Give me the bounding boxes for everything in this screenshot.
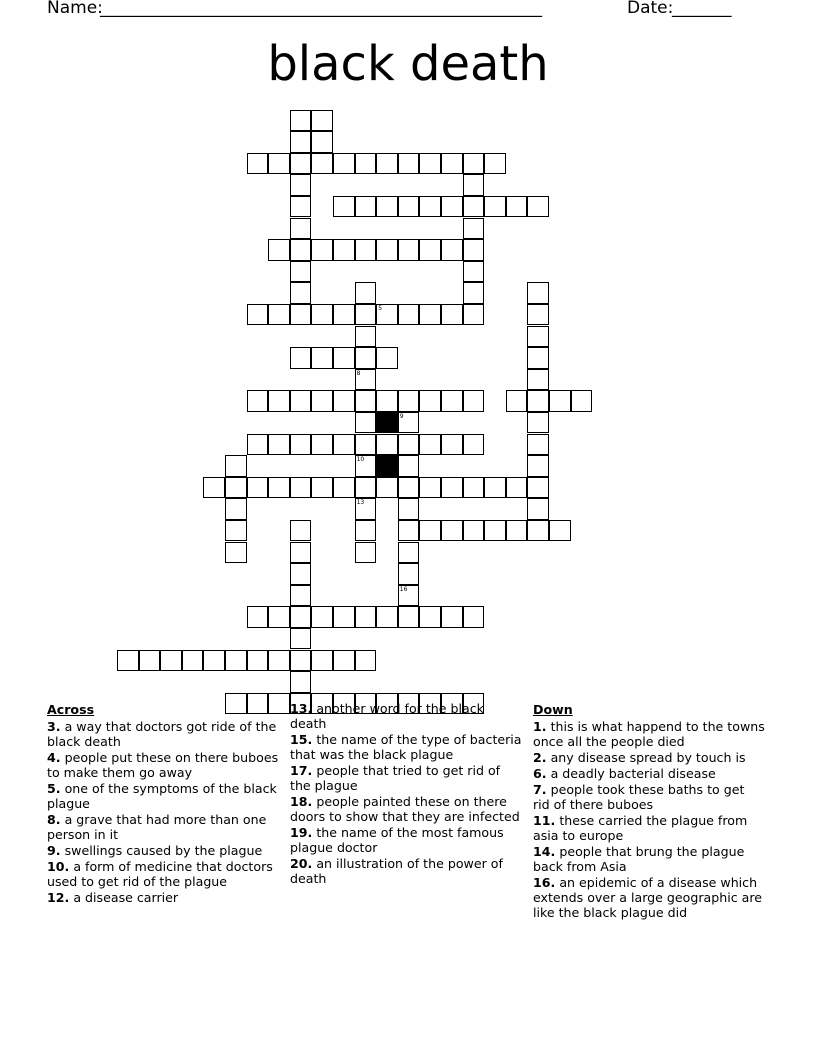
grid-cell[interactable] <box>376 196 398 218</box>
grid-cell[interactable] <box>225 520 247 542</box>
grid-cell[interactable] <box>268 239 290 261</box>
grid-cell[interactable] <box>355 412 377 434</box>
grid-cell[interactable] <box>355 477 377 499</box>
grid-cell[interactable] <box>290 282 312 304</box>
clue-item <box>47 750 279 780</box>
name-label: Name: <box>47 0 103 18</box>
grid-cell[interactable] <box>311 131 333 153</box>
clue-text: people took these baths to get rid of there buboes <box>533 782 745 812</box>
grid-cell[interactable] <box>506 196 528 218</box>
clue-text: one of the symptoms of the black plague <box>47 781 277 811</box>
grid-cell[interactable] <box>398 520 420 542</box>
grid-cell[interactable] <box>247 390 269 412</box>
across-clue-list-continued <box>290 701 522 886</box>
cell-number: 16 <box>399 585 408 593</box>
grid-cell[interactable] <box>463 218 485 240</box>
grid-cell[interactable] <box>333 196 355 218</box>
down-heading: Down <box>533 702 573 717</box>
grid-cell[interactable] <box>419 196 441 218</box>
clue-item <box>47 719 279 749</box>
grid-cell[interactable] <box>419 606 441 628</box>
clue-text: a grave that had more than one person in it <box>47 812 267 842</box>
grid-cell[interactable] <box>311 239 333 261</box>
grid-cell[interactable] <box>398 542 420 564</box>
clues-section <box>47 700 787 960</box>
grid-cell[interactable] <box>355 542 377 564</box>
grid-cell[interactable] <box>268 434 290 456</box>
grid-cell[interactable] <box>203 650 225 672</box>
cell-number: 10 <box>356 456 365 464</box>
grid-cell[interactable] <box>441 239 463 261</box>
grid-cell[interactable] <box>398 434 420 456</box>
grid-cell[interactable] <box>290 218 312 240</box>
grid-cell[interactable] <box>355 239 377 261</box>
grid-cell[interactable] <box>398 455 420 477</box>
grid-cell[interactable] <box>527 477 549 499</box>
grid-cell[interactable] <box>527 412 549 434</box>
clue-number: 13. <box>290 701 313 716</box>
clue-text: people put these on there buboes to make them go away <box>47 750 279 780</box>
clue-item <box>290 856 522 886</box>
grid-cell[interactable] <box>484 153 506 175</box>
clue-text: a deadly bacterial disease <box>550 766 716 781</box>
grid-cell[interactable] <box>311 390 333 412</box>
grid-cell[interactable] <box>419 477 441 499</box>
grid-cell[interactable] <box>506 477 528 499</box>
grid-cell[interactable] <box>290 585 312 607</box>
grid-cell[interactable] <box>376 434 398 456</box>
grid-cell[interactable] <box>355 153 377 175</box>
grid-cell[interactable] <box>398 412 420 434</box>
grid-cell[interactable] <box>419 304 441 326</box>
grid-cell[interactable] <box>527 326 549 348</box>
clue-item <box>533 782 765 812</box>
grid-cell[interactable] <box>139 650 161 672</box>
grid-cell[interactable] <box>571 390 593 412</box>
date-blank-line[interactable]: _______ <box>672 0 732 18</box>
grid-cell[interactable] <box>247 434 269 456</box>
grid-cell[interactable] <box>463 520 485 542</box>
grid-cell[interactable] <box>290 304 312 326</box>
clue-text: this is what happend to the towns once all the people died <box>533 719 765 749</box>
clue-number: 3. <box>47 719 61 734</box>
clue-number: 10. <box>47 859 70 874</box>
clue-item <box>47 890 279 905</box>
grid-cell[interactable] <box>247 153 269 175</box>
grid-cell[interactable] <box>290 671 312 693</box>
clue-number: 16. <box>533 875 556 890</box>
grid-cell[interactable] <box>290 542 312 564</box>
grid-cell[interactable] <box>527 498 549 520</box>
grid-cell[interactable] <box>355 434 377 456</box>
grid-cell[interactable] <box>290 110 312 132</box>
clue-text: swellings caused by the plague <box>64 843 263 858</box>
grid-cell[interactable] <box>290 477 312 499</box>
grid-cell[interactable] <box>441 434 463 456</box>
clue-text: an epidemic of a disease which extends over a large geographic are like the black plague did <box>533 875 763 920</box>
grid-cell[interactable] <box>290 131 312 153</box>
black-square <box>376 412 398 434</box>
grid-cell[interactable] <box>311 304 333 326</box>
grid-cell[interactable] <box>333 477 355 499</box>
grid-cell[interactable] <box>290 606 312 628</box>
across-clue-list <box>47 719 279 905</box>
grid-cell[interactable] <box>376 304 398 326</box>
grid-cell[interactable] <box>441 606 463 628</box>
clue-text: people that tried to get rid of the plague <box>290 763 501 793</box>
grid-cell[interactable] <box>463 239 485 261</box>
grid-cell[interactable] <box>441 153 463 175</box>
grid-cell[interactable] <box>311 477 333 499</box>
clue-item <box>533 875 765 920</box>
grid-cell[interactable] <box>463 606 485 628</box>
grid-cell[interactable] <box>290 347 312 369</box>
grid-cell[interactable] <box>463 304 485 326</box>
clue-text: the name of the most famous plague doctor <box>290 825 504 855</box>
grid-cell[interactable] <box>355 498 377 520</box>
grid-cell[interactable] <box>355 282 377 304</box>
clue-number: 15. <box>290 732 313 747</box>
grid-cell[interactable] <box>527 369 549 391</box>
grid-cell[interactable] <box>506 520 528 542</box>
clue-item <box>290 794 522 824</box>
grid-cell[interactable] <box>290 563 312 585</box>
grid-cell[interactable] <box>268 606 290 628</box>
grid-cell[interactable] <box>355 347 377 369</box>
grid-cell[interactable] <box>268 153 290 175</box>
grid-cell[interactable] <box>311 434 333 456</box>
clue-number: 19. <box>290 825 313 840</box>
clue-text: a form of medicine that doctors used to get rid of the plague <box>47 859 273 889</box>
grid-cell[interactable] <box>247 304 269 326</box>
grid-cell[interactable] <box>355 606 377 628</box>
black-square <box>376 455 398 477</box>
grid-cell[interactable] <box>225 477 247 499</box>
grid-cell[interactable] <box>290 239 312 261</box>
clue-item <box>47 812 279 842</box>
name-blank-line[interactable]: ____________________________________________________ <box>100 0 542 18</box>
grid-cell[interactable] <box>290 628 312 650</box>
grid-cell[interactable] <box>441 477 463 499</box>
clue-item <box>533 750 765 765</box>
down-clue-list <box>533 719 765 920</box>
clue-number: 8. <box>47 812 61 827</box>
grid-cell[interactable] <box>290 434 312 456</box>
grid-cell[interactable] <box>268 477 290 499</box>
grid-cell[interactable] <box>441 196 463 218</box>
clue-item <box>533 813 765 843</box>
grid-cell[interactable] <box>247 650 269 672</box>
grid-cell[interactable] <box>311 347 333 369</box>
grid-cell[interactable] <box>290 196 312 218</box>
clue-number: 14. <box>533 844 556 859</box>
grid-cell[interactable] <box>398 390 420 412</box>
grid-cell[interactable] <box>290 261 312 283</box>
clue-text: a disease carrier <box>73 890 179 905</box>
clue-item <box>533 719 765 749</box>
grid-cell[interactable] <box>225 455 247 477</box>
grid-cell[interactable] <box>527 196 549 218</box>
cell-number: 8 <box>356 369 361 377</box>
grid-cell[interactable] <box>484 477 506 499</box>
grid-cell[interactable] <box>247 477 269 499</box>
grid-cell[interactable] <box>398 498 420 520</box>
clue-item <box>290 763 522 793</box>
grid-cell[interactable] <box>398 563 420 585</box>
grid-cell[interactable] <box>463 174 485 196</box>
grid-cell[interactable] <box>527 390 549 412</box>
grid-cell[interactable] <box>247 606 269 628</box>
grid-cell[interactable] <box>290 174 312 196</box>
grid-cell[interactable] <box>268 304 290 326</box>
clue-item <box>290 732 522 762</box>
grid-cell[interactable] <box>419 520 441 542</box>
grid-cell[interactable] <box>268 390 290 412</box>
grid-cell[interactable] <box>268 650 290 672</box>
grid-cell[interactable] <box>463 153 485 175</box>
grid-cell[interactable] <box>463 390 485 412</box>
date-label: Date: <box>627 0 674 18</box>
puzzle-title: black death <box>267 36 549 92</box>
grid-cell[interactable] <box>527 520 549 542</box>
clue-number: 6. <box>533 766 547 781</box>
down-clues-column <box>533 700 765 921</box>
grid-cell[interactable] <box>290 390 312 412</box>
clue-text: people painted these on there doors to show that they are infected <box>290 794 520 824</box>
grid-cell[interactable] <box>419 153 441 175</box>
grid-cell[interactable] <box>376 606 398 628</box>
grid-cell[interactable] <box>398 153 420 175</box>
grid-cell[interactable] <box>376 477 398 499</box>
grid-cell[interactable] <box>333 650 355 672</box>
grid-cell[interactable] <box>376 239 398 261</box>
grid-cell[interactable] <box>355 326 377 348</box>
grid-cell[interactable] <box>355 390 377 412</box>
clue-item <box>47 781 279 811</box>
grid-cell[interactable] <box>182 650 204 672</box>
grid-cell[interactable] <box>463 434 485 456</box>
grid-cell[interactable] <box>419 434 441 456</box>
grid-cell[interactable] <box>549 390 571 412</box>
cell-number: 5 <box>378 304 383 312</box>
grid-cell[interactable] <box>355 304 377 326</box>
grid-cell[interactable] <box>376 390 398 412</box>
grid-cell[interactable] <box>484 196 506 218</box>
across-clues-column-continued <box>290 701 522 887</box>
grid-cell[interactable] <box>333 434 355 456</box>
grid-cell[interactable] <box>355 650 377 672</box>
clue-number: 18. <box>290 794 313 809</box>
grid-cell[interactable] <box>419 390 441 412</box>
clue-item <box>47 843 279 858</box>
grid-cell[interactable] <box>398 477 420 499</box>
grid-cell[interactable] <box>333 153 355 175</box>
clue-item <box>533 766 765 781</box>
grid-cell[interactable] <box>527 282 549 304</box>
grid-cell[interactable] <box>441 390 463 412</box>
clue-text: another word for the black death <box>290 701 484 731</box>
clue-item <box>290 825 522 855</box>
across-heading: Across <box>47 702 95 717</box>
grid-cell[interactable] <box>549 520 571 542</box>
across-clues-column <box>47 700 279 906</box>
clue-number: 20. <box>290 856 313 871</box>
clue-item <box>47 859 279 889</box>
grid-cell[interactable] <box>398 239 420 261</box>
grid-cell[interactable] <box>311 153 333 175</box>
cell-number: 13 <box>356 499 365 507</box>
grid-cell[interactable] <box>333 390 355 412</box>
grid-cell[interactable] <box>527 455 549 477</box>
grid-cell[interactable] <box>225 650 247 672</box>
grid-cell[interactable] <box>398 196 420 218</box>
grid-cell[interactable] <box>355 455 377 477</box>
clue-number: 1. <box>533 719 547 734</box>
grid-cell[interactable] <box>355 520 377 542</box>
grid-cell[interactable] <box>333 347 355 369</box>
grid-cell[interactable] <box>376 347 398 369</box>
grid-cell[interactable] <box>463 282 485 304</box>
grid-cell[interactable] <box>290 520 312 542</box>
clue-number: 2. <box>533 750 547 765</box>
grid-cell[interactable] <box>225 498 247 520</box>
grid-cell[interactable] <box>527 434 549 456</box>
grid-cell[interactable] <box>506 390 528 412</box>
grid-cell[interactable] <box>203 477 225 499</box>
clue-text: any disease spread by touch is <box>550 750 746 765</box>
clue-number: 11. <box>533 813 556 828</box>
grid-cell[interactable] <box>117 650 139 672</box>
grid-cell[interactable] <box>225 542 247 564</box>
grid-cell[interactable] <box>463 196 485 218</box>
clue-item <box>533 844 765 874</box>
grid-cell[interactable] <box>441 520 463 542</box>
clue-number: 12. <box>47 890 70 905</box>
grid-cell[interactable] <box>333 606 355 628</box>
grid-cell[interactable] <box>311 606 333 628</box>
grid-cell[interactable] <box>463 261 485 283</box>
clue-number: 5. <box>47 781 61 796</box>
clue-number: 4. <box>47 750 61 765</box>
grid-cell[interactable] <box>398 304 420 326</box>
clue-number: 9. <box>47 843 61 858</box>
grid-cell[interactable] <box>463 477 485 499</box>
clue-text: people that brung the plague back from Asia <box>533 844 745 874</box>
clue-item <box>290 701 522 731</box>
grid-cell[interactable] <box>419 239 441 261</box>
grid-cell[interactable] <box>398 585 420 607</box>
grid-cell[interactable] <box>355 196 377 218</box>
clue-text: the name of the type of bacteria that was the black plague <box>290 732 522 762</box>
grid-cell[interactable] <box>398 606 420 628</box>
clue-text: these carried the plague from asia to europe <box>533 813 748 843</box>
grid-cell[interactable] <box>441 304 463 326</box>
clue-number: 17. <box>290 763 313 778</box>
clue-text: a way that doctors got ride of the black death <box>47 719 277 749</box>
clue-text: an illustration of the power of death <box>290 856 503 886</box>
grid-cell[interactable] <box>290 153 312 175</box>
grid-cell[interactable] <box>333 239 355 261</box>
grid-cell[interactable] <box>376 153 398 175</box>
grid-cell[interactable] <box>160 650 182 672</box>
grid-cell[interactable] <box>311 110 333 132</box>
grid-cell[interactable] <box>355 369 377 391</box>
cell-number: 9 <box>399 412 404 420</box>
grid-cell[interactable] <box>311 650 333 672</box>
grid-cell[interactable] <box>527 347 549 369</box>
grid-cell[interactable] <box>484 520 506 542</box>
grid-cell[interactable] <box>333 304 355 326</box>
clue-number: 7. <box>533 782 547 797</box>
grid-cell[interactable] <box>527 304 549 326</box>
grid-cell[interactable] <box>290 650 312 672</box>
